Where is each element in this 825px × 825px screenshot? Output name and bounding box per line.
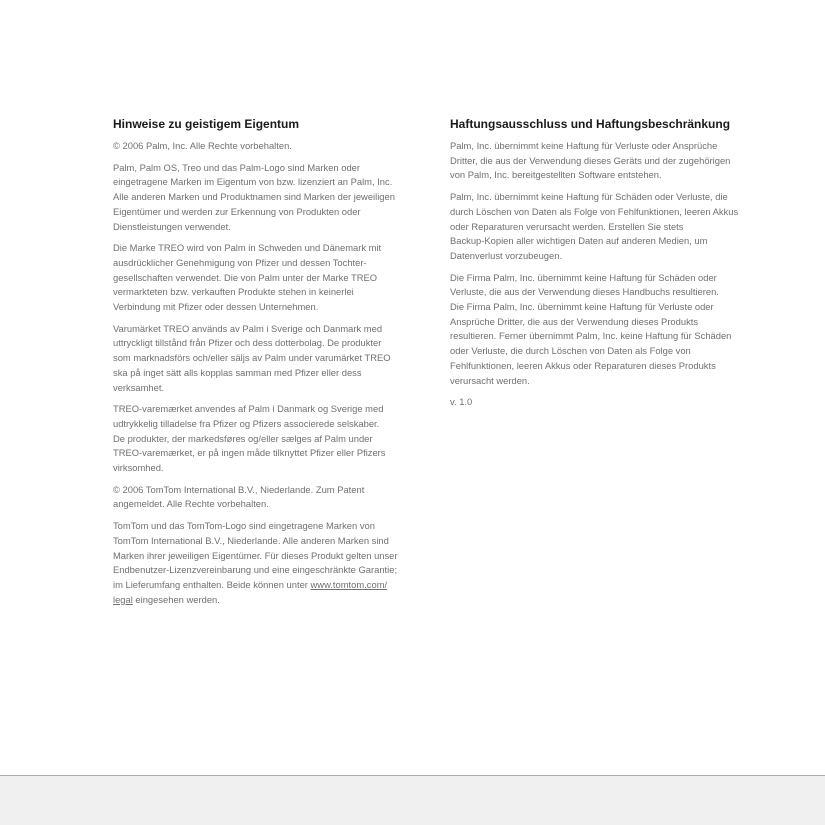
text-line: angemeldet. Alle Rechte vorbehalten. [113,498,269,510]
text-line: Endbenutzer-Lizenzvereinbarung und eine eingeschränkte Garantie; [113,564,398,576]
paragraph [450,190,770,264]
text-line: Datenverlust vorzubeugen. [450,249,563,261]
text-line: Palm, Palm OS, Treo und das Palm-Logo sind Marken oder [113,161,360,173]
text-line: resultieren. Ferner übernimmt Palm, Inc. keine Haftung für Schäden [450,330,732,342]
text-line: Palm, Inc. übernimmt keine Haftung für Schäden oder Verluste, die [450,191,728,203]
text-line [113,578,431,593]
text-line: Dritter, die aus der Verwendung dieses Geräts und der zugehörigen [450,154,731,166]
text-line: Dienstleistungen verwendet. [113,220,231,232]
text-line: Verluste, die aus der Verwendung dieses Handbuchs resultieren. [450,286,719,298]
tomtom-trademark-paragraph [113,519,431,607]
text-line: uttryckligt tillstånd från Pfizer och dess dotterbolag. De produkter [113,337,382,349]
text-line: Ansprüche Dritter, die aus der Verwendung dieses Produkts [450,315,699,327]
text-line: © 2006 TomTom International B.V., Niederlande. Zum Patent [113,483,365,495]
text-line: ska på inget sätt alls kopplas samman med Pfizer eller dess [113,366,362,378]
text-line: TREO-varemærket, er på ingen måde tilknyttet Pfizer eller Pfizers [113,447,386,459]
text-line: Die Marke TREO wird von Palm in Schweden und Dänemark mit [113,242,382,254]
text-line: Eigentümer und werden zur Erkennung von Produkten oder [113,205,361,217]
text-line: TomTom und das TomTom-Logo sind eingetragene Marken von [113,520,375,532]
intellectual-property-section [113,117,431,614]
liability-section [450,117,770,417]
paragraph [113,402,431,476]
text-line: verursacht werden. [450,374,530,386]
text-line: oder Reparaturen verursacht werden. Erstellen Sie stets [450,220,684,232]
text-line: Verbindung mit Pfizer oder dessen Unternehmen. [113,301,319,313]
paragraph [450,271,770,389]
text-line: virksomhed. [113,462,164,474]
text-line: Die Firma Palm, Inc. übernimmt keine Haftung für Schäden oder [450,271,717,283]
text-line: oder Verluste, die durch Löschen von Daten als Folge von [450,345,691,357]
text-line: Die Firma Palm, Inc. übernimmt keine Haftung für Verluste oder [450,301,714,313]
text-line: Backup-Kopien aller wichtigen Daten auf anderen Medien, um [450,235,708,247]
paragraph [450,139,770,183]
text-line: TomTom International B.V., Niederlande. Alle anderen Marken sind [113,534,389,546]
section-heading: Hinweise zu geistigem Eigentum [113,117,300,131]
text-line: durch Löschen von Daten als Folge von Fehlfunktionen, leeren Akkus [450,205,739,217]
text-line: Palm, Inc. übernimmt keine Haftung für Verluste oder Ansprüche [450,140,718,151]
paragraph-list [450,139,770,410]
section-heading: Haftungsausschluss und Haftungsbeschränkung [450,117,731,131]
text-line: von Palm, Inc. bereitgestellten Software entstehen. [450,169,662,181]
paragraph [450,395,770,410]
text-line: Varumärket TREO används av Palm i Sverige och Danmark med [113,322,383,334]
text-line: Marken ihrer jeweiligen Eigentümer. Für dieses Produkt gelten unser [113,549,398,561]
text-line: udtrykkelig tilladelse fra Pfizer og Pfizers associerede selskaber. [113,417,380,429]
text-line: som marknadsförs och/eller säljs av Palm under varumärket TREO [113,352,391,364]
footer-band [0,776,825,825]
tomtom-legal-link[interactable]: www.tomtom.com/ [310,578,388,590]
text-line: Fehlfunktionen, leeren Akkus oder Reparaturen dieses Produkts [450,359,716,371]
text-line: ausdrücklicher Genehmigung von Pfizer und dessen Tochter- [113,256,367,268]
paragraph-list [113,139,431,512]
text-fragment: im Lieferumfang enthalten. Beide können unter [113,578,311,590]
text-line [113,593,431,608]
text-line: Alle anderen Marken und Produktnamen sind Marken der jeweiligen [113,191,395,203]
text-line: gesellschaften verwendet. Die von Palm unter der Marke TREO [113,271,378,283]
text-line: eingetragene Marken im Eigentum von bzw. lizenziert an Palm, Inc. [113,176,393,188]
text-line: v. 1.0 [450,396,473,408]
text-line: TREO-varemærket anvendes af Palm i Danmark og Sverige med [113,403,384,415]
paragraph [113,139,431,154]
text-line: © 2006 Palm, Inc. Alle Rechte vorbehalten. [113,140,292,151]
paragraph [113,322,431,396]
text-line: verksamhet. [113,381,165,393]
text-fragment: eingesehen werden. [132,593,220,605]
paragraph [113,161,431,235]
paragraph [113,241,431,315]
text-line: De produkter, der markedsføres og/eller sælges af Palm under [113,432,373,444]
text-line: vermarkteten bzw. verkauften Produkte stehen in keinerlei [113,286,354,298]
paragraph [113,483,431,512]
tomtom-legal-link-continued[interactable]: legal [113,593,133,605]
